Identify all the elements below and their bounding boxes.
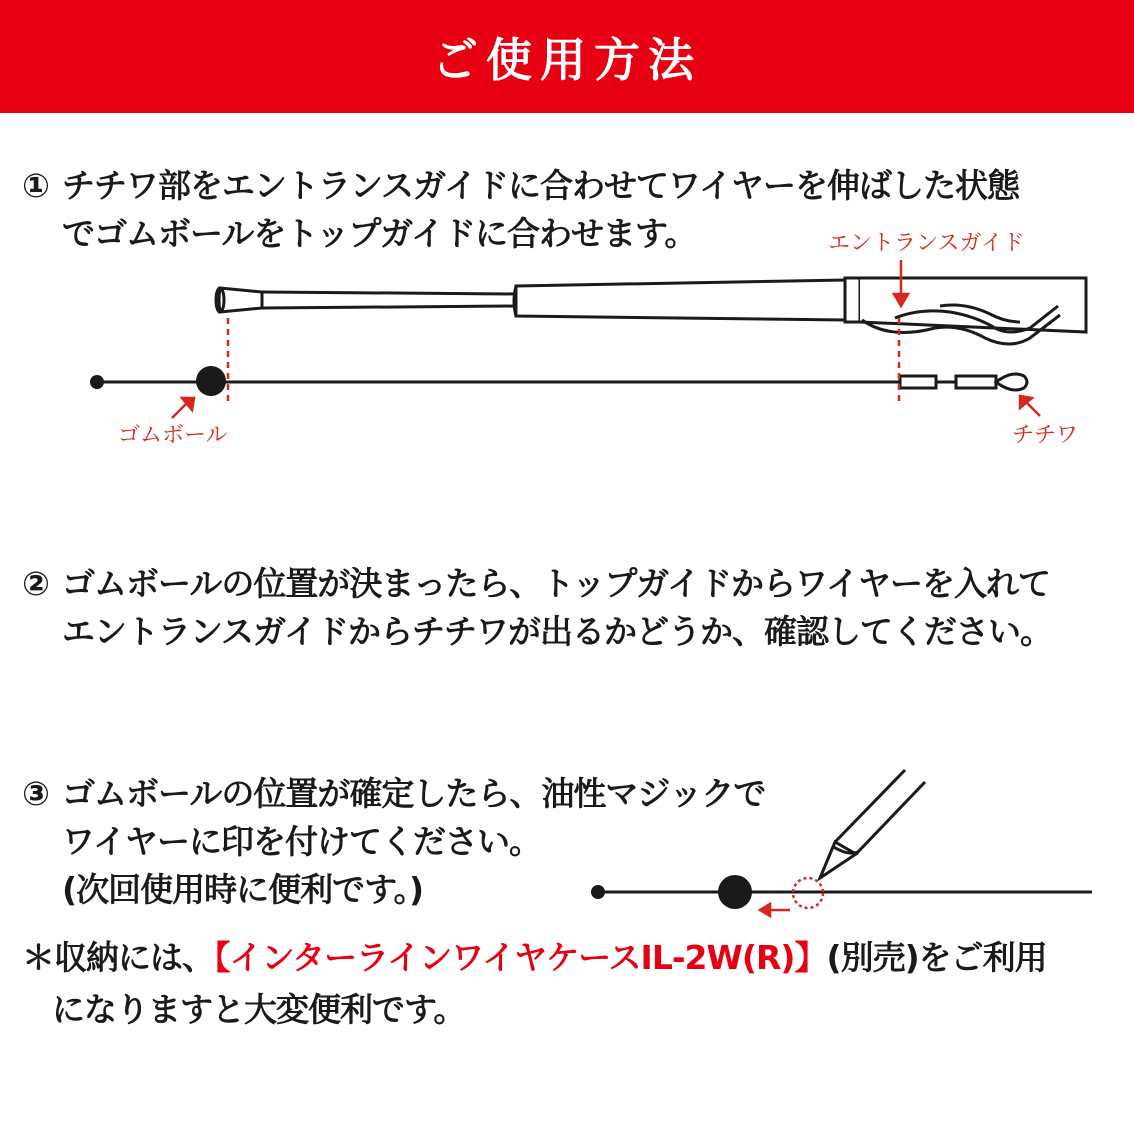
storage-note <box>22 932 1047 1036</box>
note-prefix: ＊収納には、 <box>22 938 214 977</box>
rubber-ball-label: ゴムボール <box>118 423 228 448</box>
mark-arrow <box>760 904 790 916</box>
rod-thin-bottom <box>262 306 516 308</box>
rod-ferrule <box>845 278 860 322</box>
rubber-ball-arrow <box>172 402 188 418</box>
rod-wire-diagram <box>0 220 1134 460</box>
note-product: 【インターラインワイヤケースIL-2W(R)】 <box>214 938 827 977</box>
marker-body-left <box>835 770 905 842</box>
rubber-ball <box>196 366 226 396</box>
rod-mid-section <box>516 280 845 320</box>
marker-tip <box>820 842 856 878</box>
rod-thin-top <box>262 292 516 294</box>
step-3-number: ③ <box>22 774 49 813</box>
step-3-line-3: (次回使用時に便利です。) <box>62 870 424 909</box>
step-3-line-2: ワイヤーに印を付けてください。 <box>62 822 542 861</box>
chichiwa-label: チチワ <box>1012 423 1079 448</box>
rod-butt <box>860 278 1086 332</box>
step-1-number: ① <box>22 166 49 205</box>
step-2-line-2: エントランスガイドからチチワが出るかどうか、確認してください。 <box>62 612 1053 651</box>
wire-3-end-dot <box>591 885 605 899</box>
step-2 <box>22 560 1052 656</box>
rubber-ball-3 <box>718 875 752 909</box>
step-1-line-2: でゴムボールをトップガイドに合わせます。 <box>62 214 697 253</box>
marker-body-right <box>856 782 925 854</box>
step-2-line-1: ゴムボールの位置が決まったら、トップガイドからワイヤーを入れて <box>62 564 1051 603</box>
note-suffix: (別売)をご利用 <box>826 938 1047 977</box>
step-3-line-1: ゴムボールの位置が確定したら、油性マジックで <box>62 774 766 813</box>
note-line-2: になりますと大変便利です。 <box>52 990 466 1029</box>
chichiwa-connector <box>900 374 1027 390</box>
step-1-line-1: チチワ部をエントランスガイドに合わせてワイヤーを伸ばした状態 <box>62 166 1020 205</box>
marker-diagram <box>0 760 1134 930</box>
entrance-guide-label: エントランスガイド <box>828 231 1025 256</box>
wire-end-dot <box>90 375 104 389</box>
header-banner <box>0 0 1134 113</box>
page-title: ご使用方法 <box>432 32 702 87</box>
step-2-number: ② <box>22 564 49 603</box>
